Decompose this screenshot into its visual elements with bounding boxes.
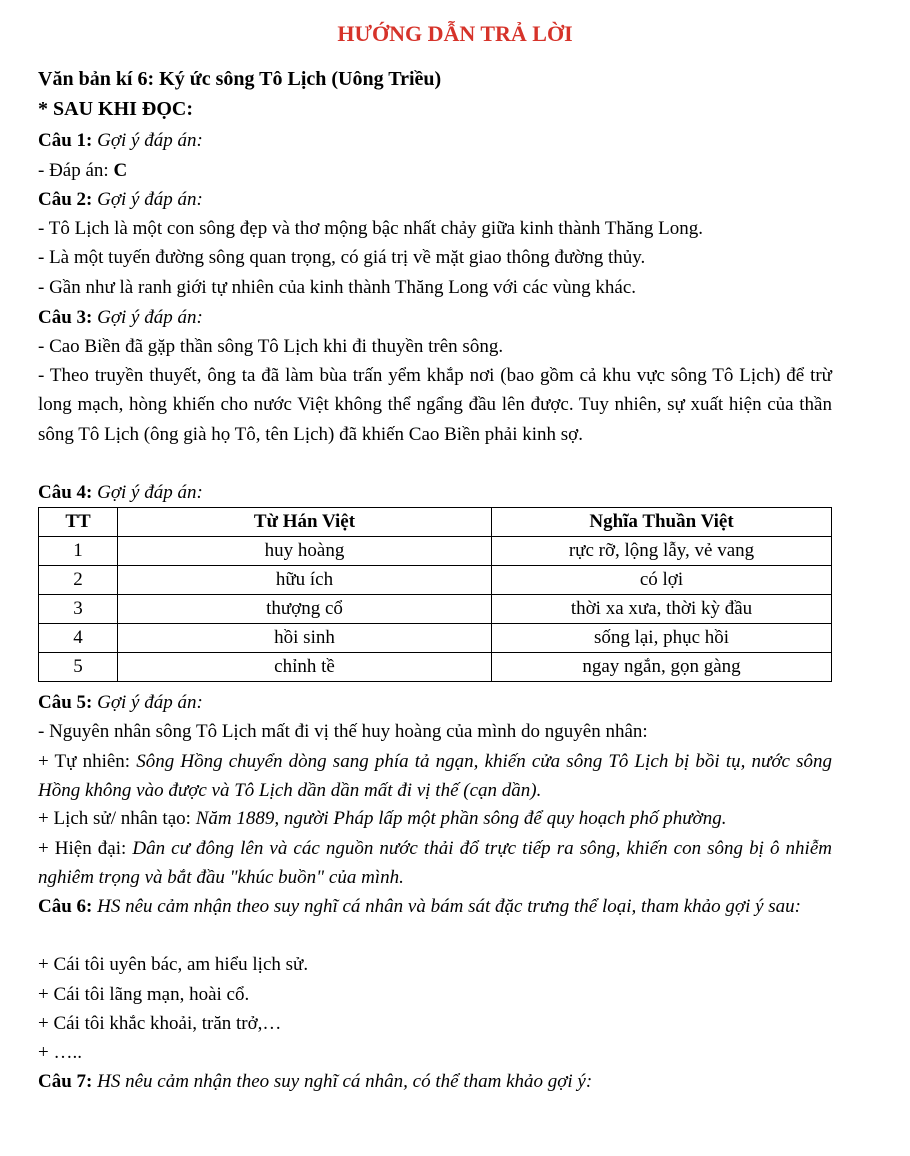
question-3-header [38,303,832,333]
question-hint: Gợi ý đáp án: [97,189,203,210]
cause-historical [38,804,832,834]
table-row [39,595,832,624]
cause-text: Sông Hồng chuyển dòng sang phía tả ngạn, khiến cửa sông Tô Lịch bị bồi tụ, nước sông Hồng không vào được và Tô Lịch dần dần mất đi vị thế (cạn dần). [38,751,832,802]
table-cell: 1 [39,537,118,566]
question-1-answer [38,156,832,186]
question-label: Câu 6: [38,896,93,917]
column-header: TT [39,508,118,537]
answer-line: - Gần như là ranh giới tự nhiên của kinh thành Thăng Long với các vùng khác. [38,277,637,298]
question-2-header [38,185,832,215]
table-cell: 3 [39,595,118,624]
column-header: Nghĩa Thuần Việt [492,508,832,537]
table-cell: sống lại, phục hồi [492,624,832,653]
cause-modern [38,834,832,893]
question-label: Câu 5: [38,692,93,713]
answer-line: + ….. [38,1042,82,1063]
column-header: Từ Hán Việt [118,508,492,537]
question-hint: Gợi ý đáp án: [97,482,203,503]
table-cell: hữu ích [118,566,492,595]
answer-line: - Là một tuyến đường sông quan trọng, có giá trị về mặt giao thông đường thủy. [38,247,646,268]
text-heading: Văn bản kí 6: Ký ức sông Tô Lịch (Uông Triều) [38,68,442,90]
cause-prefix: + Tự nhiên: [38,751,137,772]
question-hint: Gợi ý đáp án: [97,130,203,151]
table-cell: chỉnh tề [118,653,492,682]
table-row [39,624,832,653]
question-4-header [38,478,832,508]
answer-paragraph: - Theo truyền thuyết, ông ta đã làm bùa trấn yểm khắp nơi (bao gồm cả khu vực sông Tô Lịch) để trừ long mạch, hòng khiến cho nước Việt không thể ngẩng đầu lên được. Tuy nhiên, sự xuất hiện của thần sông Tô Lịch (ông già họ Tô, tên Lịch) đã khiến Cao Biền phải kinh sợ. [38,365,832,445]
cause-prefix: + Lịch sử/ nhân tạo: [38,808,196,829]
answer-prefix: - Đáp án: [38,160,114,181]
answer-value: C [113,160,128,181]
table-cell: rực rỡ, lộng lẫy, vẻ vang [492,537,832,566]
answer-line: - Tô Lịch là một con sông đẹp và thơ mộng bậc nhất chảy giữa kinh thành Thăng Long. [38,218,703,239]
question-label: Câu 1: [38,130,93,151]
table-header-row [39,508,832,537]
table-cell: huy hoàng [118,537,492,566]
table-row [39,566,832,595]
answer-line: - Cao Biền đã gặp thần sông Tô Lịch khi đi thuyền trên sông. [38,336,504,357]
question-hint: Gợi ý đáp án: [97,307,203,328]
answer-line: + Cái tôi uyên bác, am hiểu lịch sử. [38,954,309,975]
table-cell: có lợi [492,566,832,595]
question-5-header [38,688,832,718]
question-label: Câu 3: [38,307,93,328]
cause-natural [38,747,832,806]
table-cell: 4 [39,624,118,653]
vocabulary-table [38,507,832,682]
table-row [39,653,832,682]
table-cell: 5 [39,653,118,682]
cause-text: Dân cư đông lên và các nguồn nước thải đổ trực tiếp ra sông, khiến con sông bị ô nhiễm nghiêm trọng và bắt đầu "khúc buồn" của mình. [38,838,832,889]
document-title: HƯỚNG DẪN TRẢ LỜI [337,21,573,46]
section-heading: * SAU KHI ĐỌC: [38,98,194,120]
question-label: Câu 2: [38,189,93,210]
question-6 [38,892,832,921]
question-text: HS nêu cảm nhận theo suy nghĩ cá nhân và bám sát đặc trưng thể loại, tham khảo gợi ý sau: [97,896,802,917]
answer-intro: - Nguyên nhân sông Tô Lịch mất đi vị thế huy hoàng của mình do nguyên nhân: [38,721,648,742]
question-label: Câu 4: [38,482,93,503]
question-1-header [38,126,832,156]
question-text: HS nêu cảm nhận theo suy nghĩ cá nhân, có thể tham khảo gợi ý: [97,1071,593,1092]
question-hint: Gợi ý đáp án: [97,692,203,713]
table-cell: hồi sinh [118,624,492,653]
table-row [39,537,832,566]
cause-prefix: + Hiện đại: [38,838,133,859]
table-cell: ngay ngắn, gọn gàng [492,653,832,682]
answer-line: + Cái tôi lãng mạn, hoài cổ. [38,984,250,1005]
cause-text: Năm 1889, người Pháp lấp một phần sông để quy hoạch phố phường. [195,808,727,829]
question-label: Câu 7: [38,1071,93,1092]
table-cell: thượng cổ [118,595,492,624]
table-cell: 2 [39,566,118,595]
table-cell: thời xa xưa, thời kỳ đầu [492,595,832,624]
question-7 [38,1067,832,1097]
answer-line: + Cái tôi khắc khoải, trăn trở,… [38,1013,282,1034]
